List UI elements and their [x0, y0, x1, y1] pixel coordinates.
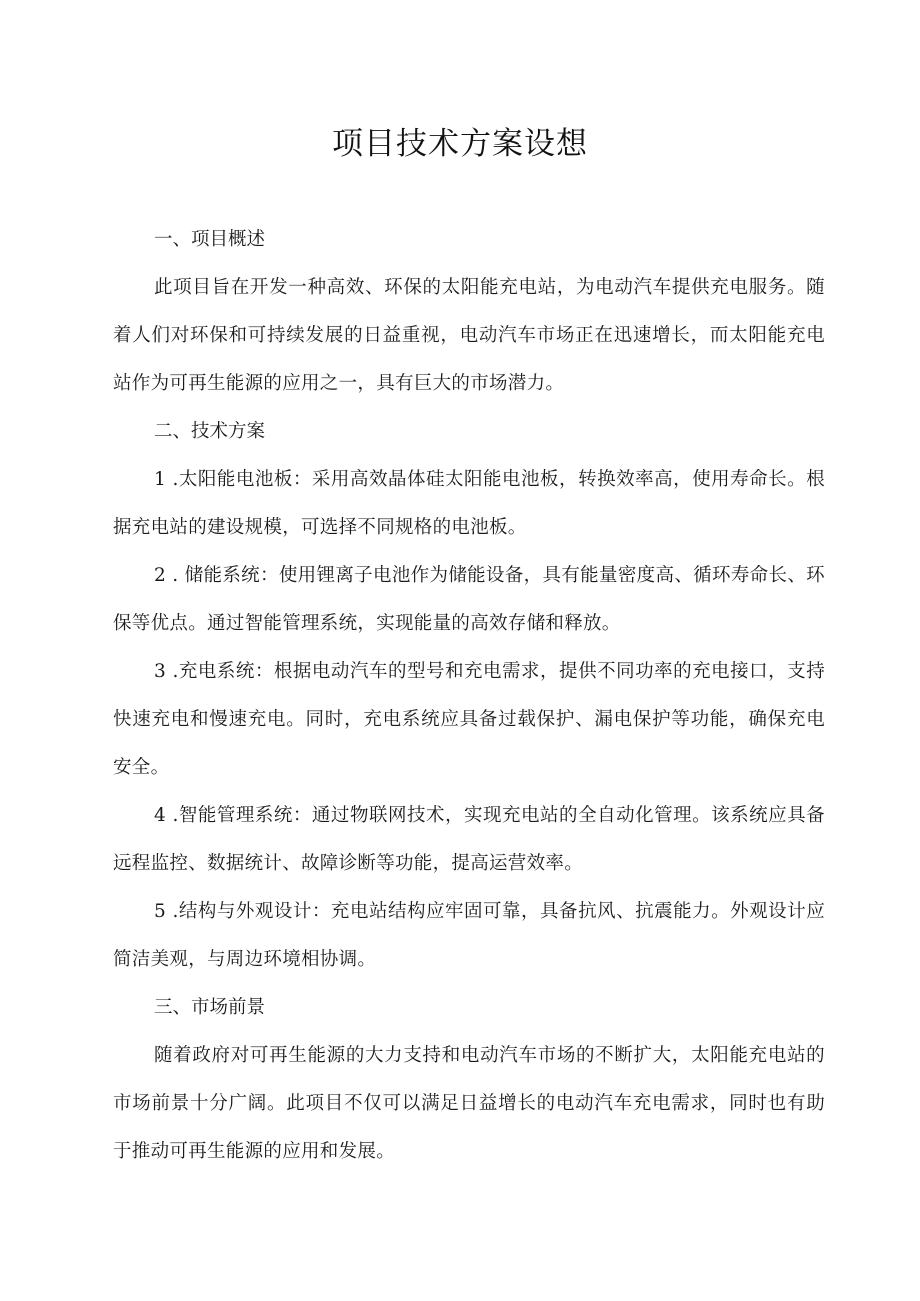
paragraph-energy-storage: 2 . 储能系统：使用锂离子电池作为储能设备，具有能量密度高、循环寿命长、环保等优点。通过智能管理系统，实现能量的高效存储和释放。 [113, 565, 825, 634]
paragraph-smart-management: 4 .智能管理系统：通过物联网技术，实现充电站的全自动化管理。该系统应具备远程监控、数据统计、故障诊断等功能，提高运营效率。 [113, 805, 825, 874]
document-body [113, 216, 825, 1176]
paragraph-charging-system: 3 .充电系统：根据电动汽车的型号和充电需求，提供不同功率的充电接口，支持快速充电和慢速充电。同时，充电系统应具备过载保护、漏电保护等功能，确保充电安全。 [113, 661, 825, 778]
paragraph-market-outlook: 随着政府对可再生能源的大力支持和电动汽车市场的不断扩大，太阳能充电站的市场前景十分广阔。此项目不仅可以满足日益增长的电动汽车充电需求，同时也有助于推动可再生能源的应用和发展。 [113, 1045, 825, 1162]
document-title: 项目技术方案设想 [332, 126, 588, 162]
section-heading-technical-plan: 二、技术方案 [154, 421, 266, 442]
paragraph-solar-panels: 1 .太阳能电池板：采用高效晶体硅太阳能电池板，转换效率高，使用寿命长。根据充电站的建设规模，可选择不同规格的电池板。 [113, 469, 825, 538]
section-heading-overview: 一、项目概述 [154, 229, 266, 250]
paragraph-overview: 此项目旨在开发一种高效、环保的太阳能充电站，为电动汽车提供充电服务。随着人们对环保和可持续发展的日益重视，电动汽车市场正在迅速增长，而太阳能充电站作为可再生能源的应用之一，具有巨大的市场潜力。 [113, 277, 825, 394]
section-heading-market-outlook: 三、市场前景 [154, 997, 266, 1018]
paragraph-structure-design: 5 .结构与外观设计：充电站结构应牢固可靠，具备抗风、抗震能力。外观设计应简洁美观，与周边环境相协调。 [113, 901, 825, 970]
